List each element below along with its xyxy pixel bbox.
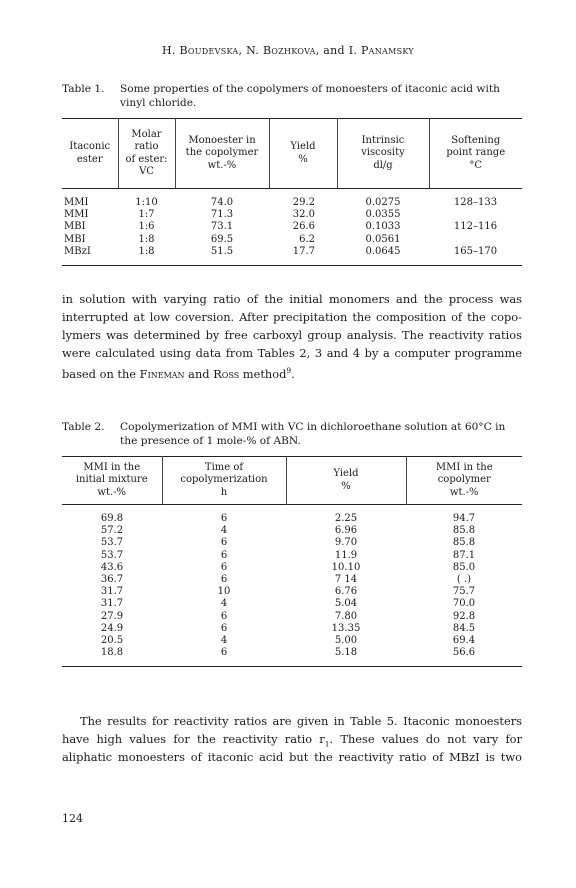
table1-cell: 51.5 xyxy=(210,245,234,257)
table1-cell: 26.6 xyxy=(292,221,315,233)
table-row xyxy=(62,611,522,623)
table2-cell: 4 xyxy=(220,525,228,537)
table-row xyxy=(62,537,522,549)
table-row xyxy=(62,209,522,221)
table-row xyxy=(62,562,522,574)
table1-header-cell xyxy=(337,119,429,189)
table1-cell: 74.0 xyxy=(210,197,234,208)
table1-cell: 69.5 xyxy=(210,233,234,245)
table2-cell: 6 xyxy=(220,513,228,524)
table2-cell: 10 xyxy=(217,586,231,598)
table1-cell: 32.0 xyxy=(292,209,315,221)
header-text: ratio xyxy=(134,141,159,152)
table2-cell: 75.7 xyxy=(452,586,476,598)
table2-cell: 7.80 xyxy=(334,610,358,622)
table1-cell: 0.0645 xyxy=(365,245,401,257)
header-text: Yield xyxy=(290,141,316,152)
header-text: copolymer xyxy=(437,474,491,486)
text-line: aliphatic monoesters of itaconic acid but the reactivity ratio of MBzI is two xyxy=(62,750,522,764)
table2-cell: 6 xyxy=(220,647,228,659)
table2-cell: 92.8 xyxy=(452,610,476,622)
author-initial-1: H. xyxy=(161,44,180,57)
table1-cell: MBI xyxy=(64,233,86,245)
table2-cell: 53.7 xyxy=(100,537,124,549)
body-paragraph-2 xyxy=(62,712,522,766)
table2-cell: 7 14 xyxy=(334,574,358,586)
header-text: Molar xyxy=(131,128,162,140)
table2-cell: 5.18 xyxy=(334,647,358,659)
cited-author: Ross xyxy=(213,366,240,381)
table-row xyxy=(62,505,522,526)
table1-cell xyxy=(429,234,522,246)
text-run: method xyxy=(239,366,287,381)
table2-cell: 5.04 xyxy=(334,598,358,610)
table2-cell: 9.70 xyxy=(334,537,358,549)
table2-header-cell xyxy=(406,457,522,505)
text-line: interrupted at low coversion. After precipitation the composition of the copo- xyxy=(62,310,522,324)
table1-cell: 0.0275 xyxy=(365,197,401,208)
table1-cell: 0.1033 xyxy=(365,221,401,233)
header-text: wt.-% xyxy=(97,486,127,498)
table1-header-row xyxy=(62,119,522,189)
header-text: % xyxy=(341,480,351,492)
table1-body xyxy=(62,189,522,266)
table2-cell: 5.00 xyxy=(334,635,358,647)
table2-cell: 6 xyxy=(220,610,228,622)
table-row xyxy=(62,598,522,610)
table-row xyxy=(62,246,522,266)
table-row xyxy=(62,525,522,537)
table2-cell: 94.7 xyxy=(452,513,476,524)
table1-caption-line: Some properties of the copolymers of monoesters of itaconic acid with xyxy=(120,83,500,95)
header-text: VC xyxy=(139,166,154,177)
text-run: have high values for the reactivity ratio r xyxy=(62,732,325,746)
text-line xyxy=(62,362,522,380)
table1-label: Table 1. xyxy=(62,83,105,95)
table2-header-cell xyxy=(286,457,406,505)
table1-cell xyxy=(429,209,522,221)
text-line xyxy=(62,730,522,748)
table1-header xyxy=(62,119,522,189)
table2-cell: ( .) xyxy=(456,574,472,586)
author-initial-3: , and I. xyxy=(315,44,361,57)
table-row xyxy=(62,234,522,246)
table1-header-cell xyxy=(118,119,175,189)
table1-header-cell xyxy=(175,119,269,189)
table2-body xyxy=(62,505,522,667)
table2-cell: 85.8 xyxy=(452,525,476,537)
table1-header-cell xyxy=(269,119,337,189)
table2-label: Table 2. xyxy=(62,421,105,433)
author-surname-2: Bozhkova xyxy=(262,44,316,57)
text-line: in solution with varying ratio of the initial monomers and the process was xyxy=(62,292,522,306)
table1-cell: 1:10 xyxy=(135,197,158,208)
table2-cell: 2.25 xyxy=(334,513,358,524)
table1-cell: 165–170 xyxy=(453,245,498,257)
table2-cell: 13.35 xyxy=(331,622,361,634)
table2-header-cell xyxy=(162,457,286,505)
table2-cell: 85.8 xyxy=(452,537,476,549)
table2-cell: 18.8 xyxy=(100,647,124,659)
header-text: % xyxy=(298,153,308,165)
table-row xyxy=(62,574,522,586)
table1-cell: MMI xyxy=(64,197,89,208)
header-text: MMI in the xyxy=(83,461,141,473)
text-run: based on the xyxy=(62,366,140,381)
table2-header-row xyxy=(62,457,522,505)
author-initial-2: , N. xyxy=(238,44,263,57)
table2-cell: 27.9 xyxy=(100,610,124,622)
table1-cell: 0.0561 xyxy=(365,233,401,245)
table1-cell: 1:8 xyxy=(138,233,155,245)
table2-cell: 6 xyxy=(220,622,228,634)
table1-cell: 1:8 xyxy=(138,245,155,257)
table1-cell: 1:6 xyxy=(138,221,155,233)
table2-cell: 10.10 xyxy=(331,561,361,573)
header-text: Itaconic xyxy=(69,141,111,152)
header-text: copolymerization xyxy=(180,474,268,486)
table1-cell: 112–116 xyxy=(453,221,498,233)
table2-caption-line: the presence of 1 mole-% of ABN. xyxy=(120,435,301,447)
table2-cell: 31.7 xyxy=(100,598,124,610)
table2-cell: 53.7 xyxy=(100,549,124,561)
table-row xyxy=(62,623,522,635)
table2-cell: 4 xyxy=(220,598,228,610)
table1-cell: MBI xyxy=(64,221,86,233)
header-text: Intrinsic xyxy=(361,134,405,146)
table2-cell: 6 xyxy=(220,537,228,549)
table2-cell: 31.7 xyxy=(100,586,124,598)
header-text: initial mixture xyxy=(75,474,148,486)
table1-caption xyxy=(62,82,522,112)
table-row xyxy=(62,647,522,667)
text-run: and xyxy=(184,366,214,381)
table2-cell: 6.96 xyxy=(334,525,358,537)
table2-cell: 87.1 xyxy=(452,549,476,561)
cited-author: Fineman xyxy=(139,366,185,381)
table-row xyxy=(62,189,522,210)
reference-superscript: 9 xyxy=(286,366,292,375)
table-row xyxy=(62,550,522,562)
table2-cell: 6 xyxy=(220,561,228,573)
table2-cell: 69.8 xyxy=(100,513,124,524)
table2-cell: 70.0 xyxy=(452,598,476,610)
author-surname-1: Boudevska xyxy=(179,44,239,57)
table1-cell: 0.0355 xyxy=(365,209,401,221)
table1-cell: MMI xyxy=(64,209,89,221)
table1-cell: 1:7 xyxy=(138,209,155,221)
table1-header-cell xyxy=(62,119,118,189)
table1-cell: 128–133 xyxy=(453,197,498,208)
table2-caption xyxy=(62,420,522,450)
table2-cell: 6.76 xyxy=(334,586,358,598)
table2-cell: 4 xyxy=(220,635,228,647)
table2 xyxy=(62,456,522,667)
table1-cell: MBzI xyxy=(64,245,91,257)
table2-caption-line: Copolymerization of MMI with VC in dichloroethane solution at 60°C in xyxy=(120,421,506,433)
table2-cell: 84.5 xyxy=(452,622,476,634)
header-text: wt.-% xyxy=(207,159,237,171)
header-text: dl/g xyxy=(373,159,393,171)
table2-cell: 85.0 xyxy=(452,561,476,573)
table1-header-cell xyxy=(429,119,522,189)
header-text: Softening xyxy=(451,134,501,146)
header-text: Monoester in xyxy=(188,134,256,146)
table-row xyxy=(62,586,522,598)
table1-caption-line: vinyl chloride. xyxy=(120,97,197,109)
table1-cell: 6.2 xyxy=(299,233,315,245)
text-run: . xyxy=(291,366,295,381)
table2-header xyxy=(62,457,522,505)
body-paragraph-1 xyxy=(62,290,522,380)
table2-cell: 6 xyxy=(220,574,228,586)
table2-cell: 57.2 xyxy=(100,525,124,537)
table1-cell: 73.1 xyxy=(210,221,234,233)
author-surname-3: Panamsky xyxy=(360,44,415,57)
table2-cell: 6 xyxy=(220,549,228,561)
header-text: Time of xyxy=(204,461,244,473)
table2-cell: 11.9 xyxy=(334,549,358,561)
header-text: h xyxy=(220,486,228,498)
table1-cell: 71.3 xyxy=(210,209,234,221)
table1-cell: 29.2 xyxy=(292,197,315,208)
table2-cell: 20.5 xyxy=(100,635,124,647)
header-text: point range xyxy=(446,147,506,159)
table-row xyxy=(62,221,522,233)
table2-cell: 56.6 xyxy=(452,647,476,659)
text-line: lymers was determined by free carboxyl group analysis. The reactivity ratios xyxy=(62,328,522,342)
table2-cell: 36.7 xyxy=(100,574,124,586)
header-text: of ester: xyxy=(125,153,168,165)
subscript: 1 xyxy=(324,739,330,749)
text-line: were calculated using data from Tables 2, 3 and 4 by a computer programme xyxy=(62,346,522,360)
table2-header-cell xyxy=(62,457,162,505)
table2-cell: 69.4 xyxy=(452,635,476,647)
header-text: Yield xyxy=(333,468,359,479)
text-line: The results for reactivity ratios are given in Table 5. Itaconic monoesters xyxy=(80,714,522,728)
table-row xyxy=(62,635,522,647)
table1 xyxy=(62,118,522,266)
text-run: . These values do not vary for xyxy=(329,732,522,746)
header-text: the copolymer xyxy=(185,147,259,159)
header-text: viscosity xyxy=(361,147,405,159)
page-number: 124 xyxy=(62,812,83,825)
header-text: wt.-% xyxy=(449,486,479,498)
header-text: ester xyxy=(76,153,103,165)
header-text: °C xyxy=(469,159,483,171)
running-head xyxy=(0,44,576,57)
table1-cell: 17.7 xyxy=(292,245,315,257)
table2-cell: 43.6 xyxy=(100,561,124,573)
header-text: MMI in the xyxy=(435,461,493,473)
table2-cell: 24.9 xyxy=(100,622,124,634)
